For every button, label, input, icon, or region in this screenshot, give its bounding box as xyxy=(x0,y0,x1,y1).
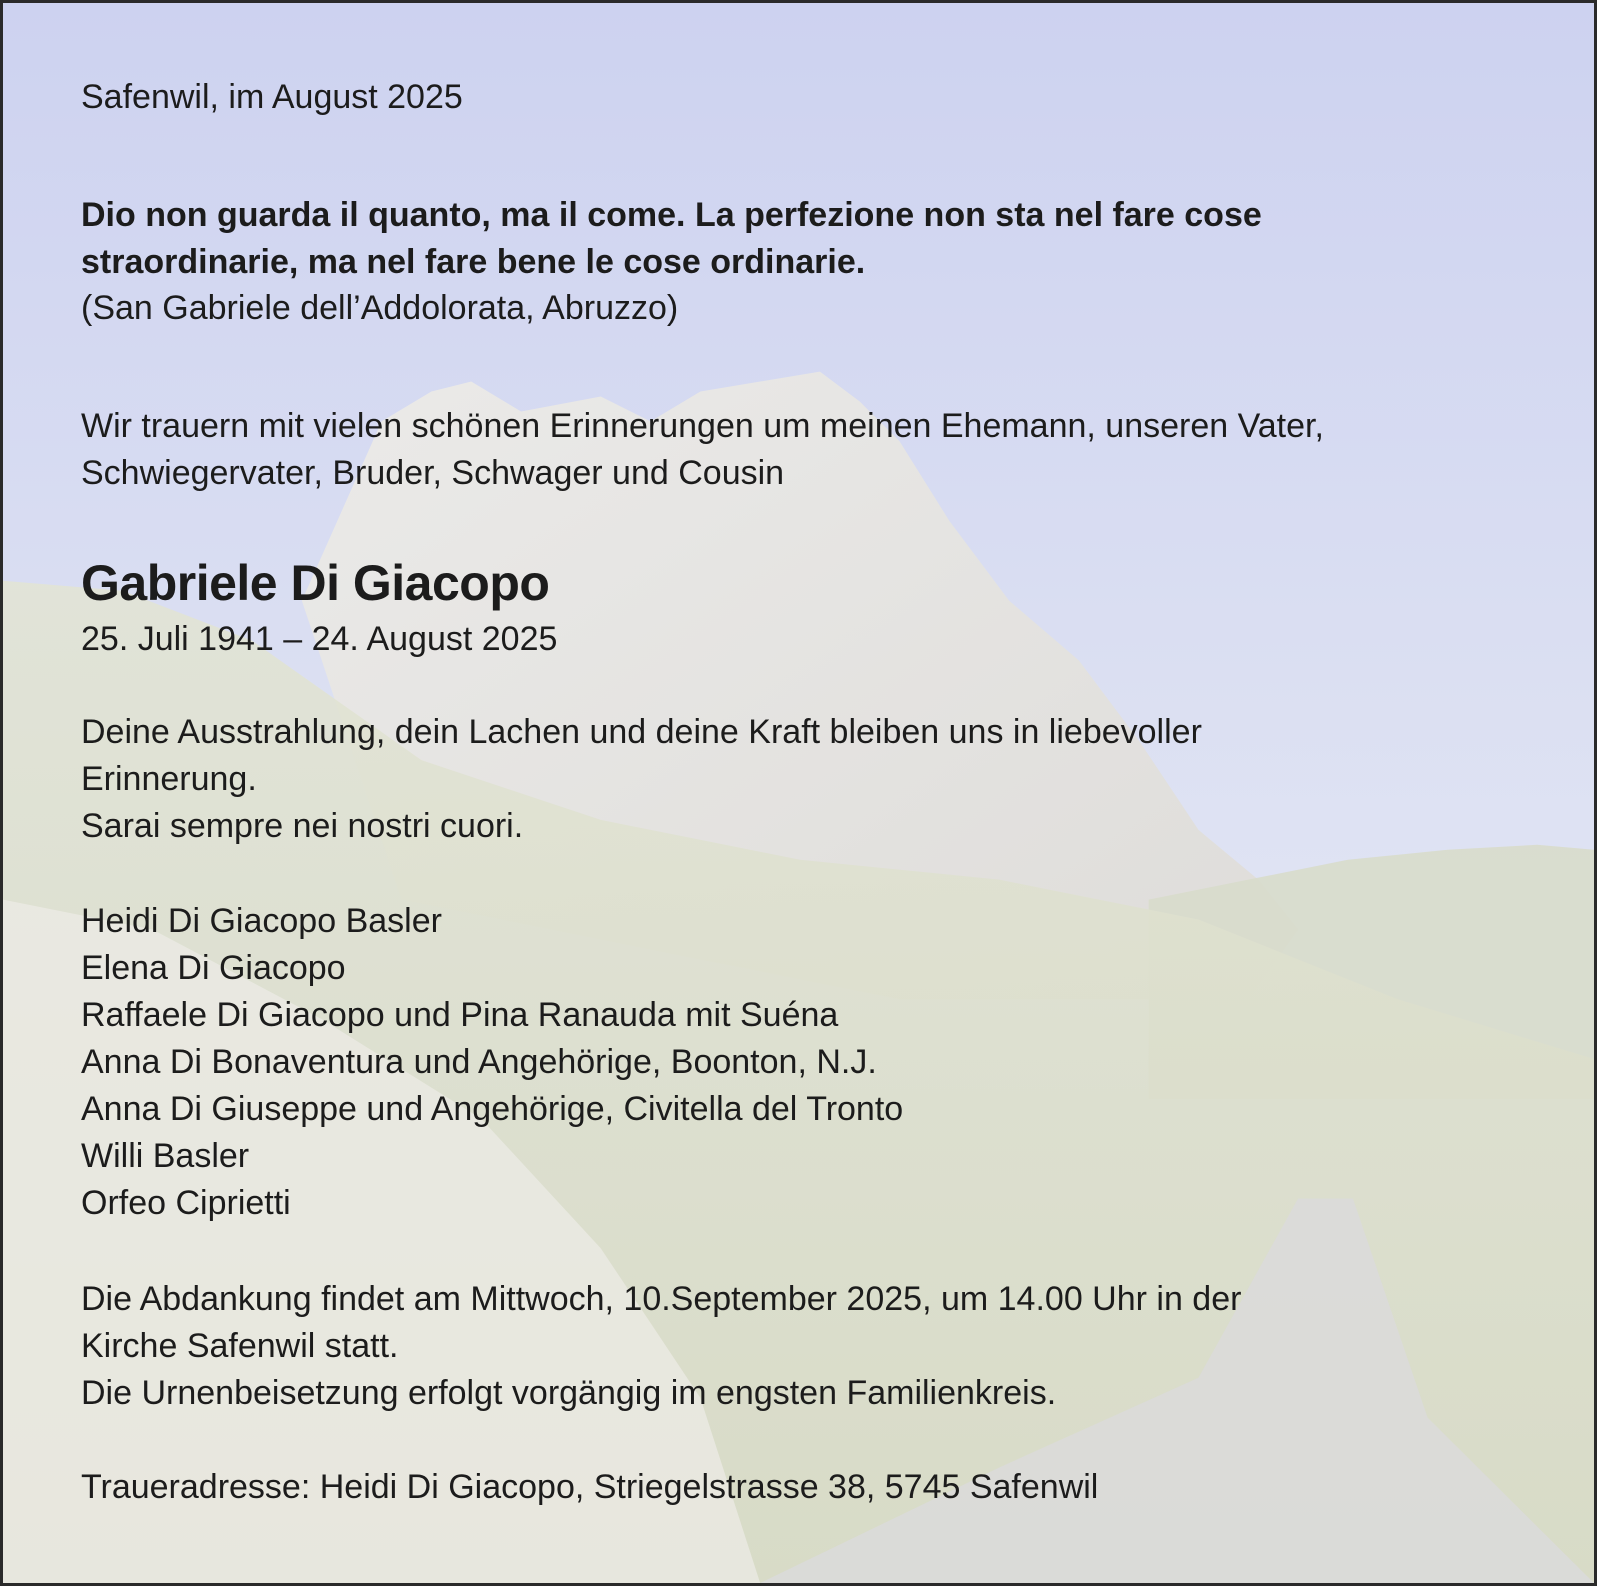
tribute-line: Deine Ausstrahlung, dein Lachen und deine Kraft bleiben uns in liebevoller xyxy=(81,713,1202,751)
mourner: Anna Di Giuseppe und Angehörige, Civitella del Tronto xyxy=(81,1090,904,1128)
place-and-date xyxy=(81,74,463,121)
ceremony-line: Kirche Safenwil statt. xyxy=(81,1327,399,1365)
intro-line: Schwiegervater, Bruder, Schwager und Cousin xyxy=(81,454,785,492)
mourner: Orfeo Ciprietti xyxy=(81,1184,291,1222)
deceased-name xyxy=(81,555,549,611)
quote-line: Dio non guarda il quanto, ma il come. La perfezione non sta nel fare cose xyxy=(81,196,1262,234)
mourner: Raffaele Di Giacopo und Pina Ranauda mit Suéna xyxy=(81,996,839,1034)
ceremony-info xyxy=(81,1276,1241,1417)
ceremony-line: Die Abdankung findet am Mittwoch, 10.September 2025, um 14.00 Uhr in der xyxy=(81,1280,1242,1318)
address-text: Traueradresse: Heidi Di Giacopo, Striegelstrasse 38, 5745 Safenwil xyxy=(81,1468,1099,1506)
life-dates-text: 25. Juli 1941 – 24. August 2025 xyxy=(81,620,558,658)
quote-line: straordinarie, ma nel fare bene le cose ordinarie. xyxy=(81,243,866,281)
mourner: Anna Di Bonaventura und Angehörige, Boonton, N.J. xyxy=(81,1043,877,1081)
ceremony-line: Die Urnenbeisetzung erfolgt vorgängig im engsten Familienkreis. xyxy=(81,1374,1057,1412)
mourner: Willi Basler xyxy=(81,1137,250,1175)
tribute-line: Sarai sempre nei nostri cuori. xyxy=(81,807,524,845)
deceased-name-text: Gabriele Di Giacopo xyxy=(81,555,550,611)
mourner: Elena Di Giacopo xyxy=(81,949,346,987)
intro-line: Wir trauern mit vielen schönen Erinnerungen um meinen Ehemann, unseren Vater, xyxy=(81,407,1324,445)
quote-source xyxy=(81,285,678,332)
quote xyxy=(81,192,1262,286)
quote-source-text: (San Gabriele dell’Addolorata, Abruzzo) xyxy=(81,289,679,327)
mourner: Heidi Di Giacopo Basler xyxy=(81,902,442,940)
tribute-line: Erinnerung. xyxy=(81,760,257,798)
tribute xyxy=(81,709,1202,850)
life-dates xyxy=(81,616,557,663)
place-date-text: Safenwil, im August 2025 xyxy=(81,78,463,116)
mourners-list xyxy=(81,898,903,1227)
mourning-intro xyxy=(81,403,1324,497)
mourning-address xyxy=(81,1464,1098,1511)
